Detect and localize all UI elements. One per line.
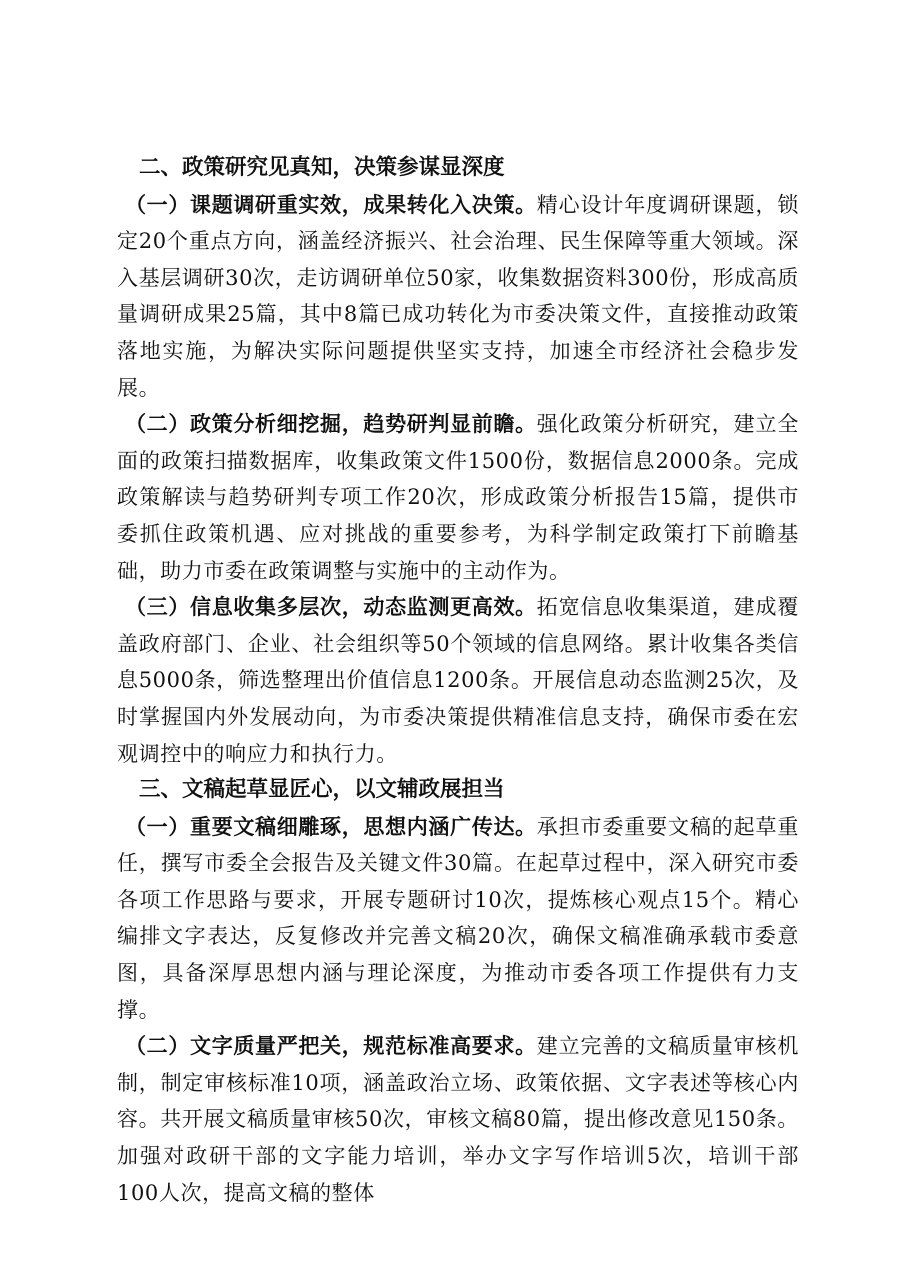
paragraph-lead: （二）政策分析细挖掘，趋势研判显前瞻。 [125,412,537,437]
paragraph-body: 建立完善的文稿质量审核机制，制定审核标准10项，涵盖政治立场、政策依据、文字表述等核心内容。共开展文稿质量审核50次，审核文稿80篇，提出修改意见150条。加强对政研干部的文字能力培训，举办文字写作培训5次，培训干部100人次，提高文稿的整体 [117,1034,799,1205]
paragraph-research-topics [117,187,799,407]
paragraph-body: 精心设计年度调研课题，锁定20个重点方向，涵盖经济振兴、社会治理、民生保障等重大领域。深入基层调研30次，走访调研单位50家，收集数据资料300份，形成高质量调研成果25篇，其中8篇已成功转化为市委决策文件，直接推动政策落地实施，为解决实际问题提供坚实支持，加速全市经济社会稳步发展。 [117,192,799,400]
section-heading: 二、政策研究见真知，决策参谋显深度 [139,155,505,180]
section-heading: 三、文稿起草显匠心，以文辅政展担当 [139,777,505,803]
paragraph-lead: （一）课题调研重实效，成果转化入决策。 [125,192,537,217]
paragraph-body: 拓宽信息收集渠道，建成覆盖政府部门、企业、社会组织等50个领域的信息网络。累计收集各类信息5000条，筛选整理出价值信息1200条。开展信息动态监测25次，及时掌握国内外发展动向，为市委决策提供精准信息支持，确保市委在宏观调控中的响应力和执行力。 [117,595,799,766]
paragraph-body: 承担市委重要文稿的起草重任，撰写市委全会报告及关键文件30篇。在起草过程中，深入研究市委各项工作思路与要求，开展专题研讨10次，提炼核心观点15个。精心编排文字表达，反复修改并完善文稿20次，确保文稿准确承载市委意图，具备深厚思想内涵与理论深度，为推动市委各项工作提供有力支撑。 [117,814,799,1022]
paragraph-important-documents [117,809,799,1029]
paragraph-body: 强化政策分析研究，建立全面的政策扫描数据库，收集政策文件1500份，数据信息2000条。完成政策解读与趋势研判专项工作20次，形成政策分析报告15篇，提供市委抓住政策机遇、应对挑战的重要参考，为科学制定政策打下前瞻基础，助力市委在政策调整与实施中的主动作为。 [117,412,799,583]
paragraph-policy-analysis [117,406,799,589]
section-document-drafting [117,772,799,1211]
paragraph-text-quality [117,1028,799,1211]
section-policy-research [117,150,799,772]
paragraph-lead: （一）重要文稿细雕琢，思想内涵广传达。 [125,814,537,839]
paragraph-information-collection [117,589,799,772]
paragraph-lead: （三）信息收集多层次，动态监测更高效。 [125,595,537,620]
paragraph-lead: （二）文字质量严把关，规范标准高要求。 [125,1034,537,1059]
